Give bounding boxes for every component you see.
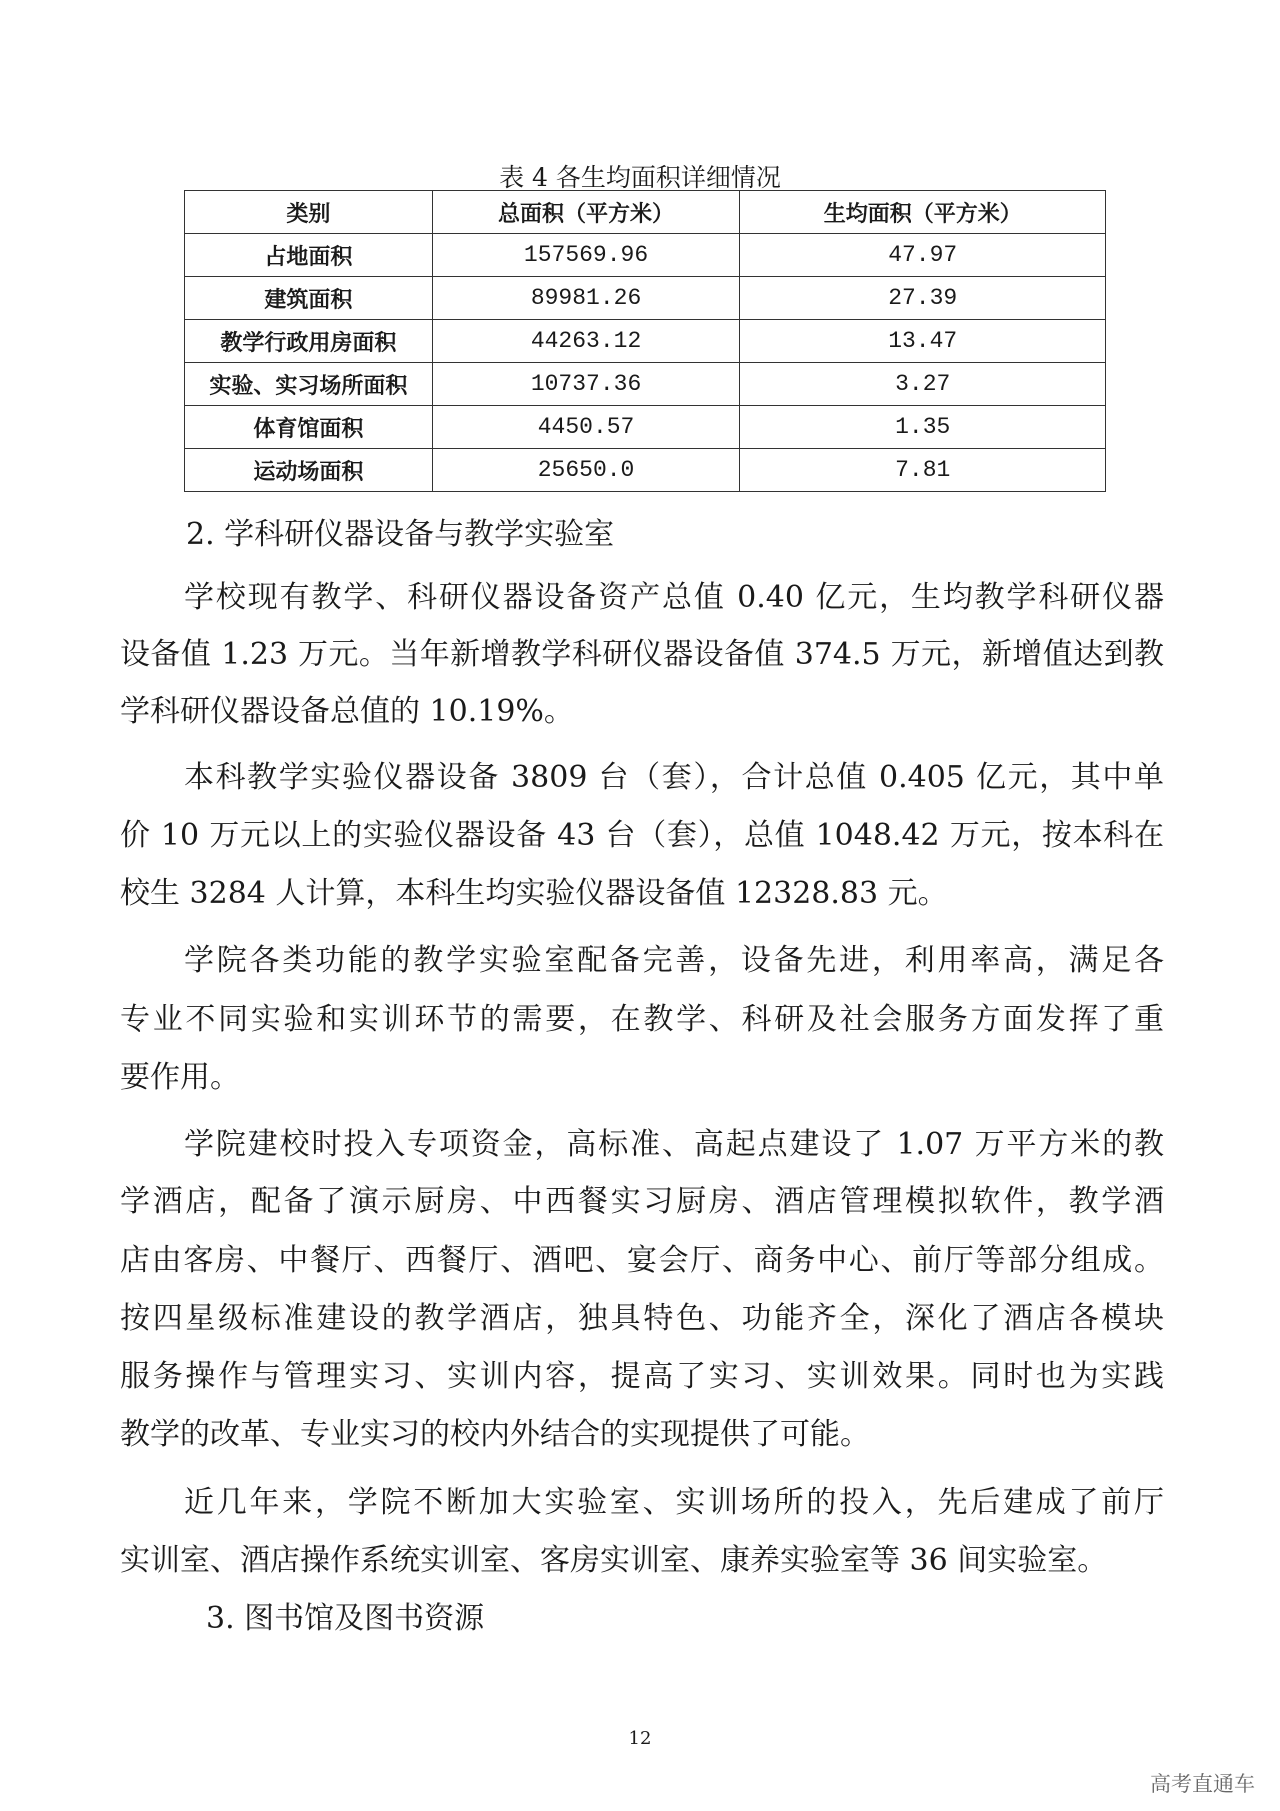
cell-category: 实验、实习场所面积 <box>185 363 433 406</box>
paragraph-line: 要作用。 <box>120 1060 240 1095</box>
table-row <box>185 277 1106 320</box>
watermark: 高考直通车 <box>1150 1772 1255 1796</box>
column-header-category: 类别 <box>185 191 433 234</box>
table-caption: 表 4 各生均面积详细情况 <box>499 163 781 192</box>
column-header-per-student-area: 生均面积（平方米） <box>740 191 1106 234</box>
table-row <box>185 234 1106 277</box>
cell-category: 建筑面积 <box>185 277 433 320</box>
cell-total: 89981.26 <box>432 277 740 320</box>
paragraph-line: 学院各类功能的教学实验室配备完善，设备先进，利用率高，满足各 <box>184 943 1164 978</box>
paragraph-line: 教学的改革、专业实习的校内外结合的实现提供了可能。 <box>120 1417 870 1452</box>
paragraph-line: 按四星级标准建设的教学酒店，独具特色、功能齐全，深化了酒店各模块 <box>120 1301 1164 1336</box>
cell-per-student: 1.35 <box>740 406 1106 449</box>
column-header-total-area: 总面积（平方米） <box>432 191 740 234</box>
table-row <box>185 449 1106 492</box>
table-header-row <box>185 191 1106 234</box>
table-row <box>185 406 1106 449</box>
table-row <box>185 363 1106 406</box>
paragraph-line: 专业不同实验和实训环节的需要，在教学、科研及社会服务方面发挥了重 <box>120 1002 1164 1037</box>
area-table <box>184 190 1106 492</box>
paragraph-line: 学院建校时投入专项资金，高标准、高起点建设了 1.07 万平方米的教 <box>184 1127 1164 1162</box>
cell-per-student: 7.81 <box>740 449 1106 492</box>
section-heading-3: 3. 图书馆及图书资源 <box>206 1601 485 1636</box>
cell-per-student: 13.47 <box>740 320 1106 363</box>
cell-category: 占地面积 <box>185 234 433 277</box>
cell-per-student: 3.27 <box>740 363 1106 406</box>
paragraph-line: 店由客房、中餐厅、西餐厅、酒吧、宴会厅、商务中心、前厅等部分组成。 <box>120 1243 1164 1278</box>
paragraph-line: 近几年来，学院不断加大实验室、实训场所的投入，先后建成了前厅 <box>184 1485 1164 1520</box>
paragraph-line: 本科教学实验仪器设备 3809 台（套），合计总值 0.405 亿元，其中单 <box>184 760 1164 795</box>
cell-per-student: 27.39 <box>740 277 1106 320</box>
paragraph-line: 学酒店，配备了演示厨房、中西餐实习厨房、酒店管理模拟软件，教学酒 <box>120 1184 1164 1219</box>
paragraph-line: 学科研仪器设备总值的 10.19%。 <box>120 694 574 729</box>
paragraph-line: 学校现有教学、科研仪器设备资产总值 0.40 亿元，生均教学科研仪器 <box>184 580 1164 615</box>
cell-category: 体育馆面积 <box>185 406 433 449</box>
paragraph-line: 实训室、酒店操作系统实训室、客房实训室、康养实验室等 36 间实验室。 <box>120 1543 1108 1578</box>
cell-total: 4450.57 <box>432 406 740 449</box>
cell-category: 运动场面积 <box>185 449 433 492</box>
paragraph-line: 校生 3284 人计算，本科生均实验仪器设备值 12328.83 元。 <box>120 876 948 911</box>
paragraph-line: 设备值 1.23 万元。当年新增教学科研仪器设备值 374.5 万元，新增值达到教 <box>120 637 1164 672</box>
page-number: 12 <box>628 1728 652 1749</box>
section-heading-2: 2. 学科研仪器设备与教学实验室 <box>186 517 615 552</box>
cell-total: 44263.12 <box>432 320 740 363</box>
cell-category: 教学行政用房面积 <box>185 320 433 363</box>
table-row <box>185 320 1106 363</box>
cell-total: 10737.36 <box>432 363 740 406</box>
paragraph-line: 价 10 万元以上的实验仪器设备 43 台（套），总值 1048.42 万元，按本科在 <box>120 818 1164 853</box>
cell-total: 157569.96 <box>432 234 740 277</box>
paragraph-line: 服务操作与管理实习、实训内容，提高了实习、实训效果。同时也为实践 <box>120 1359 1164 1394</box>
cell-per-student: 47.97 <box>740 234 1106 277</box>
cell-total: 25650.0 <box>432 449 740 492</box>
